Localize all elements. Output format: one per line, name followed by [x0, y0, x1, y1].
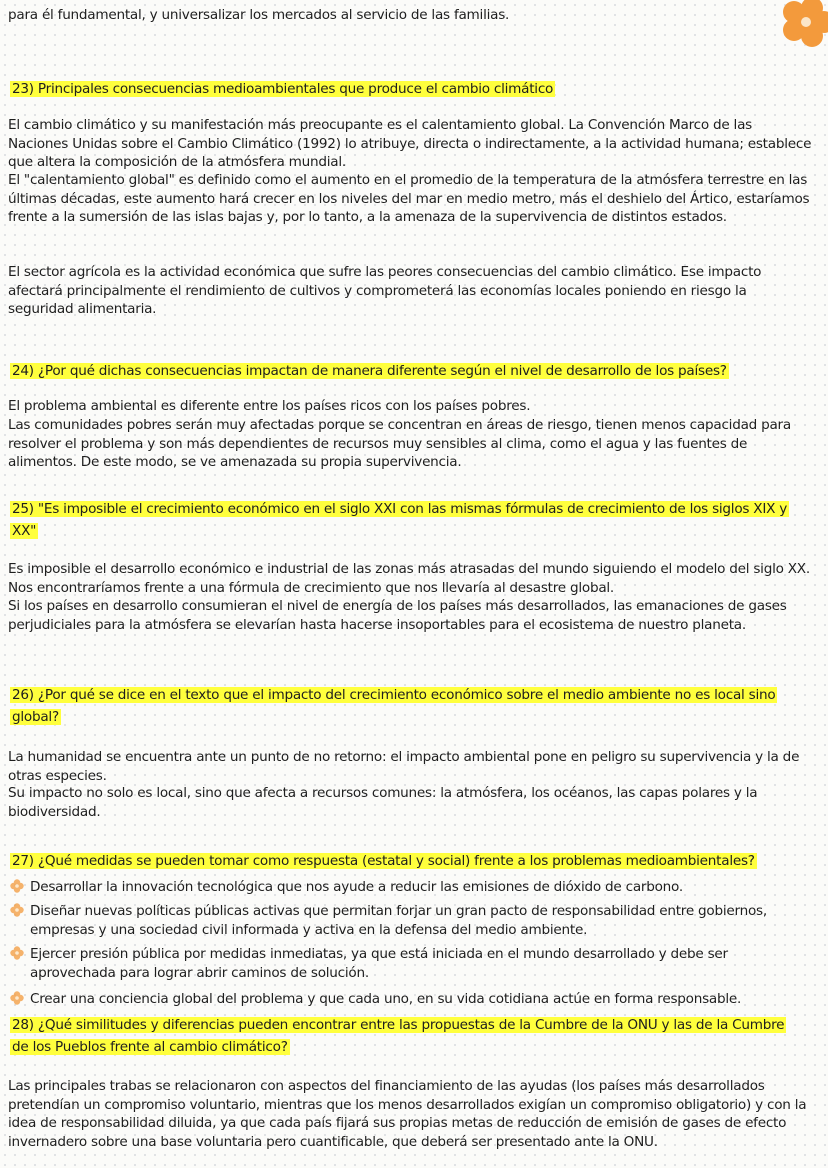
answer-24-p1: El problema ambiental es diferente entre los países ricos con los países pobres.	[8, 398, 531, 414]
question-28-text: 28) ¿Qué similitudes y diferencias pueden encontrar entre las propuestas de la Cumbre de la ONU y las de la Cumbre de los Pueblos frente al cambio climático?	[12, 1017, 785, 1055]
question-27	[10, 850, 800, 872]
flower-bullet-icon	[10, 991, 24, 1005]
answer-23-p3: El sector agrícola es la actividad económica que sufre las peores consecuencias del cambio climático. Ese impacto afectará principalmente el rendimiento de cultivos y comprometerá las economías locales poniendo en riesgo la seguridad alimentaria.	[8, 264, 766, 317]
answer-23-p1: El cambio climático y su manifestación más preocupante es el calentamiento global. La Convención Marco de las Naciones Unidas sobre el Cambio Climático (1992) lo atribuye, directa o indirectamente, a la actividad humana; establece que altera la composición de la atmósfera mundial.	[8, 117, 816, 170]
bullet-text: Crear una conciencia global del problema y que cada uno, en su vida cotidiana actúe en forma responsable.	[30, 991, 742, 1007]
flower-bullet-icon	[10, 946, 24, 960]
question-28	[10, 1014, 800, 1058]
answer-28-p1: Las principales trabas se relacionaron con aspectos del financiamiento de las ayudas (los países más desarrollados pretendían un compromiso voluntario, mientras que los menos desarrollados exigían un compromiso obligatorio) y con la idea de responsabilidad diluida, ya que cada país fijará sus propias metas de reducción de emisión de gases de efecto invernadero sobre una base voluntaria pero cuantificable, que deberá ser presentado ante la ONU.	[8, 1078, 811, 1150]
list-item	[30, 902, 800, 939]
bullet-text: Diseñar nuevas políticas públicas activas que permitan forjar un gran pacto de responsabilidad entre gobiernos, empresas y una sociedad civil informada y activa en la defensa del medio ambiente.	[30, 903, 767, 938]
flower-bullet-icon	[10, 879, 24, 893]
list-item	[30, 878, 800, 897]
answer-26-p1: La humanidad se encuentra ante un punto de no retorno: el impacto ambiental pone en peligro su supervivencia y la de otras especies.	[8, 749, 804, 784]
question-26	[10, 684, 800, 728]
answer-26-p2: Su impacto no solo es local, sino que afecta a recursos comunes: la atmósfera, los océanos, las capas polares y la biodiversidad.	[8, 785, 762, 820]
question-24	[10, 360, 800, 382]
question-26-text: 26) ¿Por qué se dice en el texto que el impacto del crecimiento económico sobre el medio ambiente no es local sino global?	[12, 687, 776, 725]
intro-text: para él fundamental, y universalizar los mercados al servicio de las familias.	[8, 7, 510, 23]
question-23-text: 23) Principales consecuencias medioambientales que produce el cambio climático	[12, 81, 554, 97]
answer-25-p2: Si los países en desarrollo consumieran el nivel de energía de los países más desarrollados, las emanaciones de gases perjudiciales para la atmósfera se elevarían hasta hacerse insoportables para el ecosistema de nuestro planeta.	[8, 598, 791, 633]
flower-bullet-icon	[10, 903, 24, 917]
answer-25-p1: Es imposible el desarrollo económico e industrial de las zonas más atrasadas del mundo siguiendo el modelo del siglo XX. Nos encontraríamos frente a una fórmula de crecimiento que nos llevaría al desastre global.	[8, 561, 815, 596]
list-item	[30, 990, 800, 1009]
question-25-text: 25) "Es imposible el crecimiento económico en el siglo XXI con las mismas fórmulas de crecimiento de los siglos XIX y XX"	[12, 501, 788, 539]
answer-23-p2: El "calentamiento global" es definido como el aumento en el promedio de la temperatura de la atmósfera terrestre en las últimas décadas, este aumento hará crecer en los niveles del mar en medio metro, más el deshielo del Ártico, estaríamos frente a la sumersión de las islas bajas y, por lo tanto, a la amenaza de la supervivencia de distintos estados.	[8, 172, 814, 225]
question-23	[10, 78, 800, 100]
question-24-text: 24) ¿Por qué dichas consecuencias impactan de manera diferente según el nivel de desarrollo de los países?	[12, 363, 727, 379]
list-item	[30, 945, 800, 982]
bullet-text: Ejercer presión pública por medidas inmediatas, ya que está iniciada en el mundo desarrollado y debe ser aprovechada para lograr abrir caminos de solución.	[30, 946, 728, 981]
question-27-text: 27) ¿Qué medidas se pueden tomar como respuesta (estatal y social) frente a los problemas medioambientales?	[12, 853, 755, 869]
bullet-text: Desarrollar la innovación tecnológica que nos ayude a reducir las emisiones de dióxido de carbono.	[30, 879, 683, 895]
answer-24-p2: Las comunidades pobres serán muy afectadas porque se concentran en áreas de riesgo, tienen menos capacidad para resolver el problema y son más dependientes de recursos muy sensibles al clima, como el agua y las fuentes de alimentos. De este modo, se ve amenazada su propia supervivencia.	[8, 417, 796, 470]
question-25	[10, 498, 800, 542]
